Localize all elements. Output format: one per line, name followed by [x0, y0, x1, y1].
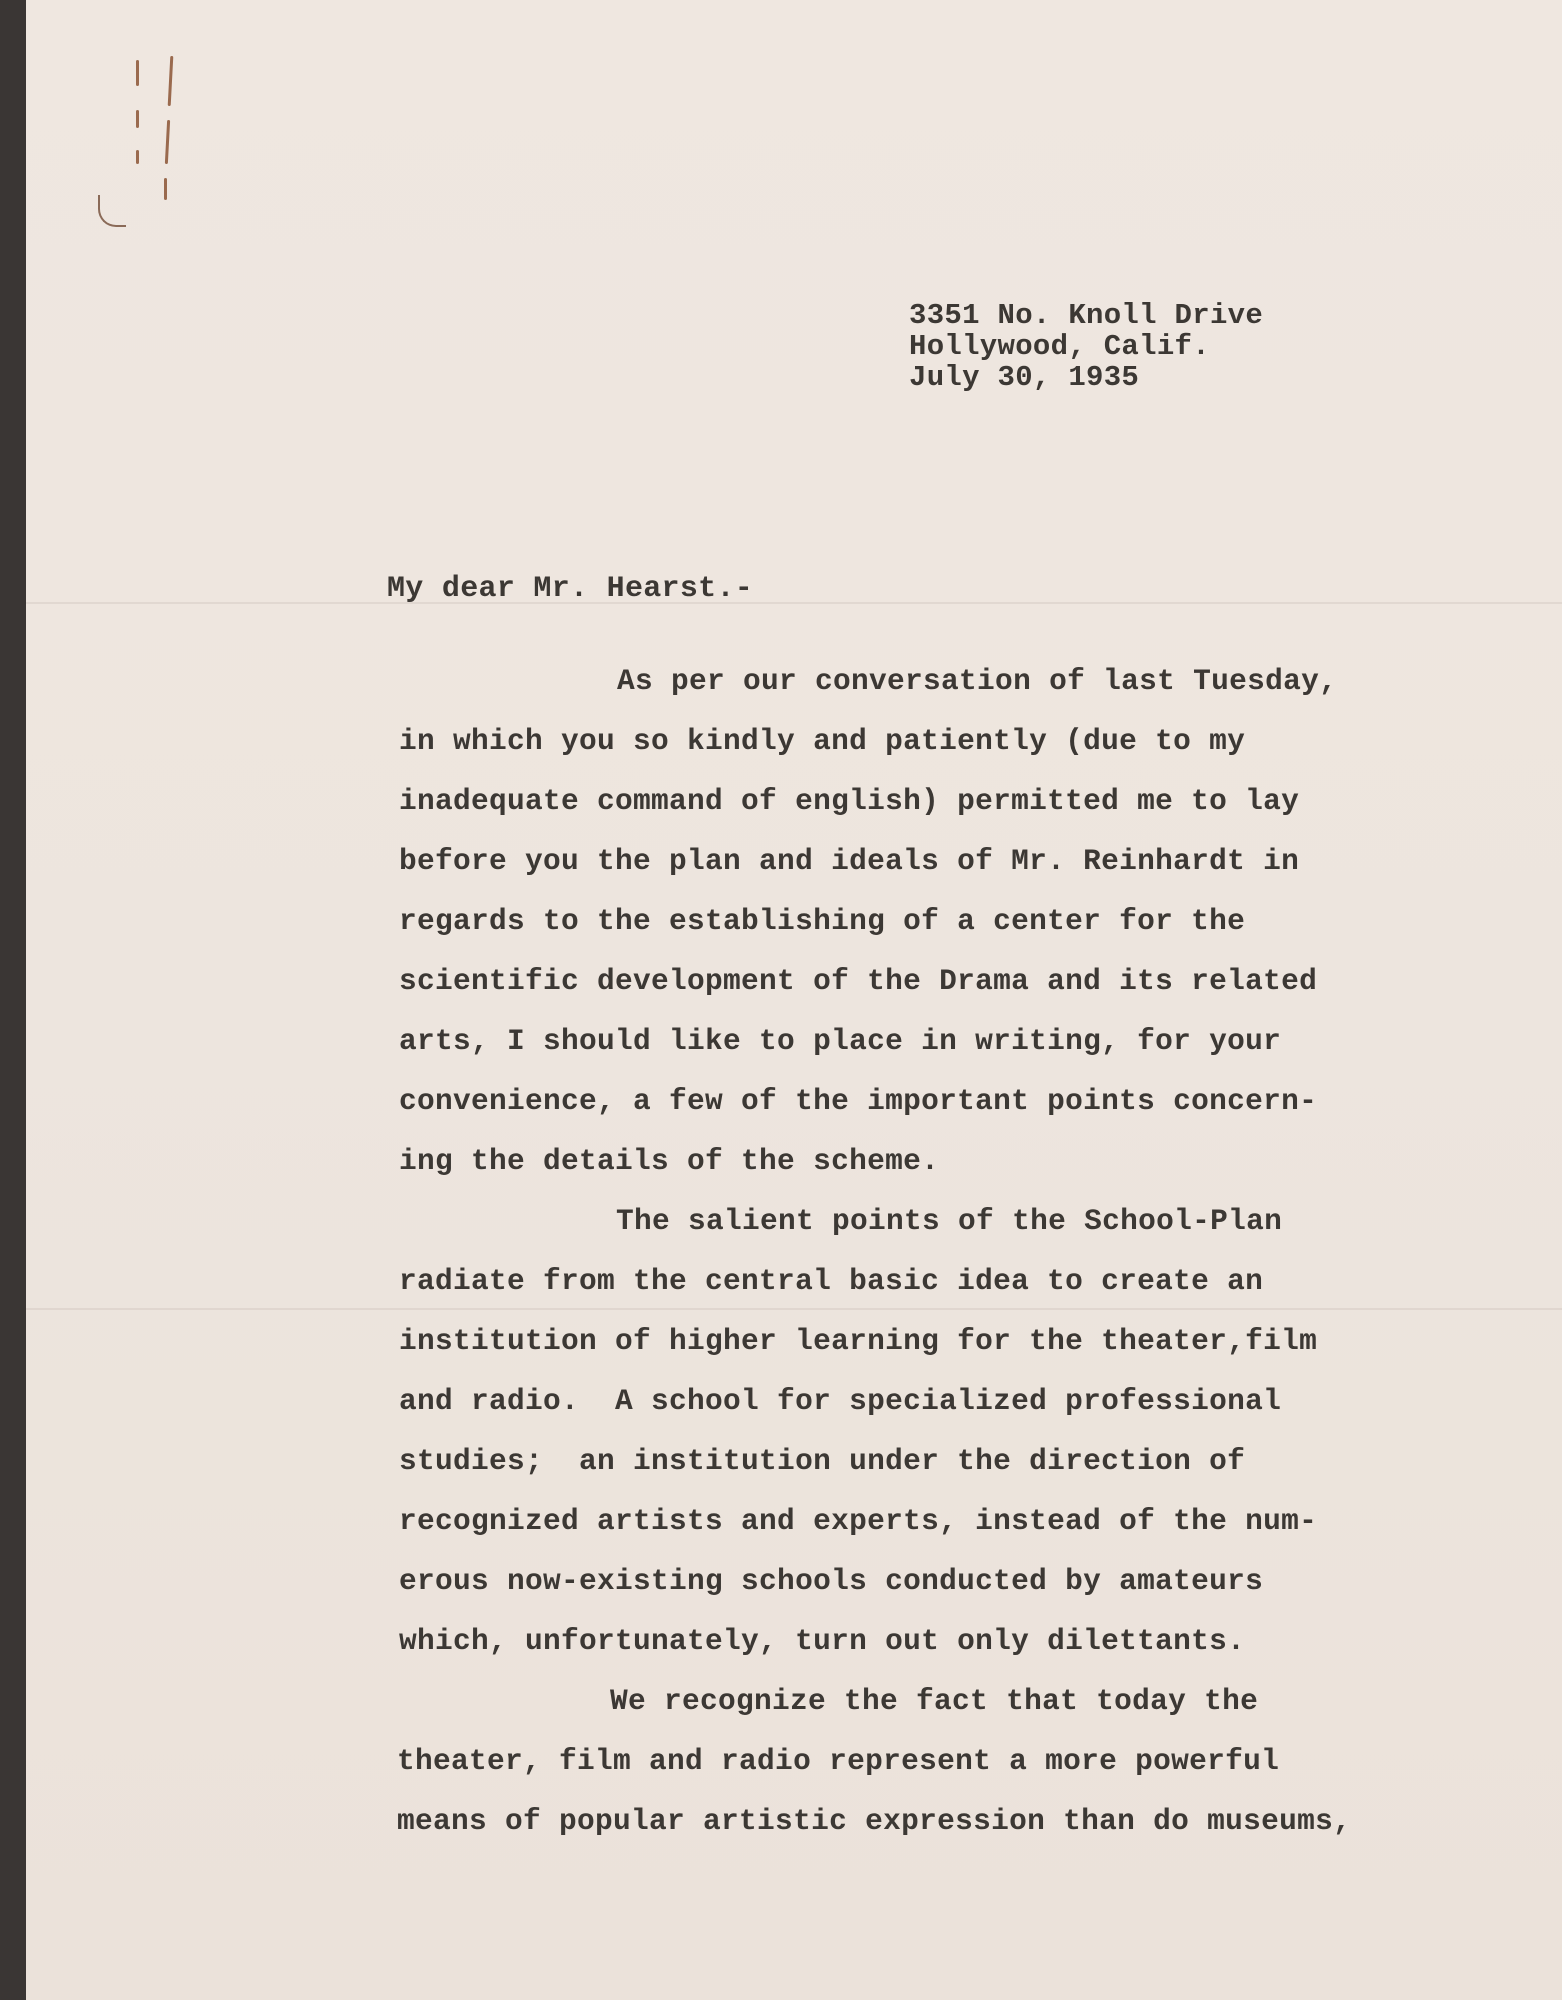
letter-page — [26, 0, 1562, 2000]
staple-mark — [136, 150, 139, 164]
paper-crease-mark — [98, 195, 126, 227]
body-line: and radio. A school for specialized professional — [399, 1384, 1282, 1418]
body-line: As per our conversation of last Tuesday, — [617, 664, 1338, 698]
fold-crease-upper — [26, 602, 1562, 604]
body-line: regards to the establishing of a center for the — [399, 904, 1246, 938]
body-line: studies; an institution under the direction of — [399, 1444, 1246, 1478]
body-line: before you the plan and ideals of Mr. Reinhardt in — [399, 844, 1300, 878]
body-line: inadequate command of english) permitted me to lay — [399, 784, 1300, 818]
body-line: ing the details of the scheme. — [399, 1144, 940, 1178]
address-street: 3351 No. Knoll Drive — [909, 299, 1264, 332]
body-line: The salient points of the School-Plan — [616, 1204, 1283, 1238]
body-line: arts, I should like to place in writing, for your — [399, 1024, 1282, 1058]
body-line: means of popular artistic expression than do museums, — [397, 1804, 1352, 1838]
staple-mark — [165, 120, 170, 164]
body-line: in which you so kindly and patiently (due to my — [399, 724, 1246, 758]
staple-mark — [136, 110, 139, 128]
body-line: radiate from the central basic idea to create an — [399, 1264, 1264, 1298]
body-line: convenience, a few of the important points concern- — [399, 1084, 1318, 1118]
body-line: theater, film and radio represent a more powerful — [397, 1744, 1280, 1778]
salutation: My dear Mr. Hearst.- — [387, 572, 754, 606]
letter-date: July 30, 1935 — [909, 361, 1140, 394]
body-line: which, unfortunately, turn out only dilettants. — [399, 1624, 1246, 1658]
staple-mark — [168, 56, 174, 106]
body-line: scientific development of the Drama and its related — [399, 964, 1318, 998]
body-line: We recognize the fact that today the — [610, 1684, 1259, 1718]
body-line: erous now-existing schools conducted by amateurs — [399, 1564, 1264, 1598]
address-city: Hollywood, Calif. — [909, 330, 1210, 363]
fold-crease-lower — [26, 1308, 1562, 1310]
body-line: recognized artists and experts, instead of the num- — [399, 1504, 1318, 1538]
staple-mark — [164, 178, 167, 200]
staple-mark — [136, 60, 139, 86]
body-line: institution of higher learning for the theater,film — [399, 1324, 1318, 1358]
